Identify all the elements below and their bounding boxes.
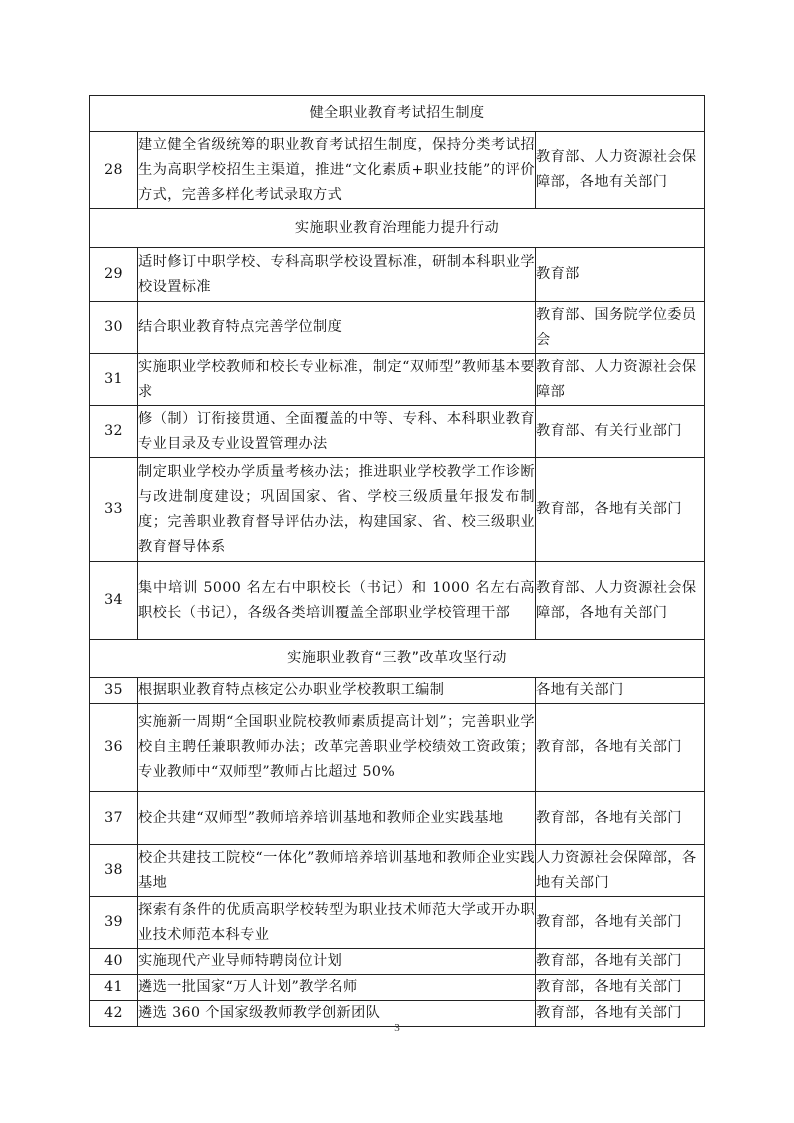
item-number: 32 [90,406,138,458]
item-number: 39 [90,897,138,949]
item-number: 42 [90,1001,138,1027]
section-header-row [90,640,705,678]
responsible-department: 各地有关部门 [536,678,705,704]
task-description: 实施现代产业导师特聘岗位计划 [138,949,536,975]
task-description: 校企共建“双师型”教师培养培训基地和教师企业实践基地 [138,792,536,845]
section-header-row [90,209,705,248]
table-row [90,975,705,1001]
task-description: 根据职业教育特点核定公办职业学校教职工编制 [138,678,536,704]
section-title: 健全职业教育考试招生制度 [90,96,705,132]
responsible-department: 教育部，各地有关部门 [536,792,705,845]
task-description: 实施新一周期“全国职业院校教师素质提高计划”；完善职业学校自主聘任兼职教师办法；改革完善职业学校绩效工资政策；专业教师中“双师型”教师占比超过 50% [138,704,536,792]
item-number: 35 [90,678,138,704]
task-description: 遴选 360 个国家级教师教学创新团队 [138,1001,536,1027]
section-title: 实施职业教育“三教”改革攻坚行动 [90,640,705,678]
item-number: 30 [90,302,138,354]
responsible-department: 教育部，各地有关部门 [536,897,705,949]
task-description: 制定职业学校办学质量考核办法；推进职业学校教学工作诊断与改进制度建设；巩固国家、省、学校三级质量年报发布制度；完善职业教育督导评估办法，构建国家、省、校三级职业教育督导体系 [138,458,536,562]
table-row [90,132,705,209]
task-description: 探索有条件的优质高职学校转型为职业技术师范大学或开办职业技术师范本科专业 [138,897,536,949]
table-row [90,354,705,406]
task-description: 结合职业教育特点完善学位制度 [138,302,536,354]
task-description: 适时修订中职学校、专科高职学校设置标准，研制本科职业学校设置标准 [138,248,536,302]
section-title: 实施职业教育治理能力提升行动 [90,209,705,248]
task-description: 建立健全省级统筹的职业教育考试招生制度，保持分类考试招生为高职学校招生主渠道，推进“文化素质+职业技能”的评价方式，完善多样化考试录取方式 [138,132,536,209]
task-description: 实施职业学校教师和校长专业标准，制定“双师型”教师基本要求 [138,354,536,406]
item-number: 34 [90,562,138,640]
responsible-department: 教育部、有关行业部门 [536,406,705,458]
item-number: 37 [90,792,138,845]
task-description: 修（制）订衔接贯通、全面覆盖的中等、专科、本科职业教育专业目录及专业设置管理办法 [138,406,536,458]
item-number: 40 [90,949,138,975]
task-description: 遴选一批国家“万人计划”教学名师 [138,975,536,1001]
responsible-department: 教育部、人力资源社会保障部 [536,354,705,406]
responsible-department: 人力资源社会保障部，各地有关部门 [536,845,705,897]
responsible-department: 教育部，各地有关部门 [536,949,705,975]
item-number: 41 [90,975,138,1001]
item-number: 38 [90,845,138,897]
table-row [90,897,705,949]
responsible-department: 教育部 [536,248,705,302]
table-row [90,406,705,458]
table-row [90,458,705,562]
table-row [90,302,705,354]
responsible-department: 教育部、国务院学位委员会 [536,302,705,354]
responsible-department: 教育部、人力资源社会保障部，各地有关部门 [536,562,705,640]
table-row [90,704,705,792]
table-row [90,678,705,704]
item-number: 31 [90,354,138,406]
task-description: 集中培训 5000 名左右中职校长（书记）和 1000 名左右高职校长（书记），各级各类培训覆盖全部职业学校管理干部 [138,562,536,640]
table-row [90,949,705,975]
table-row [90,562,705,640]
table-row [90,248,705,302]
responsible-department: 教育部，各地有关部门 [536,704,705,792]
table-row [90,792,705,845]
item-number: 29 [90,248,138,302]
item-number: 36 [90,704,138,792]
responsible-department: 教育部，各地有关部门 [536,975,705,1001]
task-description: 校企共建技工院校“一体化”教师培养培训基地和教师企业实践基地 [138,845,536,897]
responsible-department: 教育部，各地有关部门 [536,458,705,562]
section-header-row [90,96,705,132]
item-number: 33 [90,458,138,562]
responsible-department: 教育部，各地有关部门 [536,1001,705,1027]
responsible-department: 教育部、人力资源社会保障部，各地有关部门 [536,132,705,209]
page-number: 3 [394,1022,400,1034]
item-number: 28 [90,132,138,209]
table-row [90,845,705,897]
policy-task-table [89,95,705,1027]
